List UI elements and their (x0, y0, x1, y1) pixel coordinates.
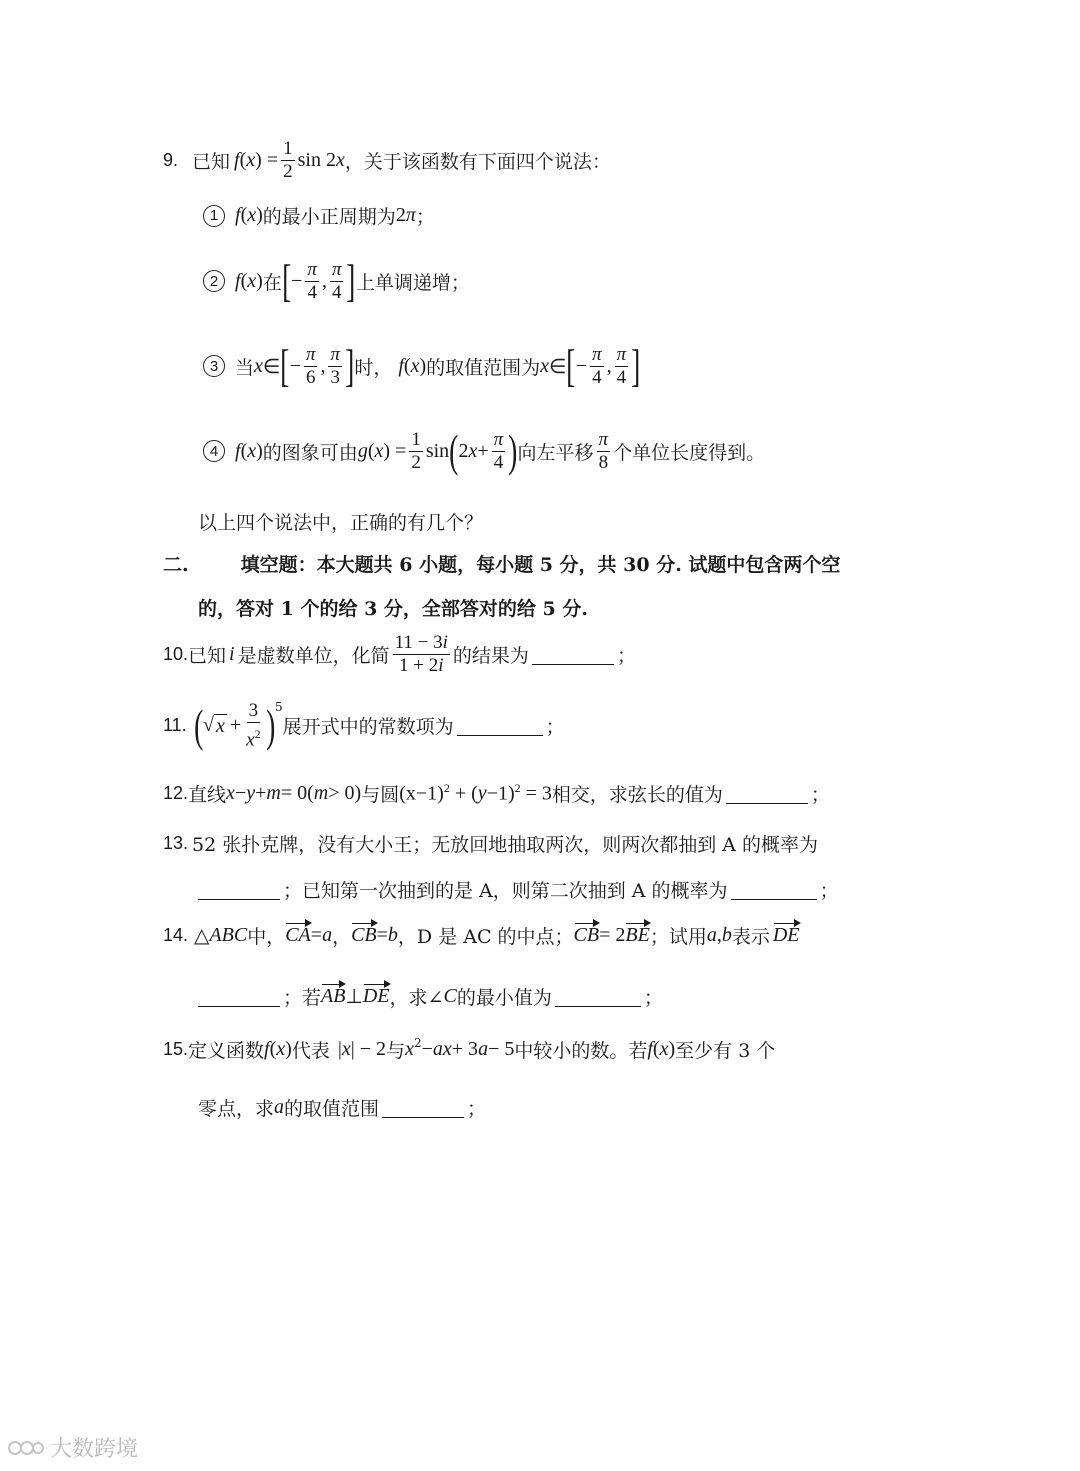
answer-blank[interactable] (555, 986, 641, 1007)
answer-blank[interactable] (532, 644, 614, 665)
q9-statement-3: 3 当 x ∈ [ − $\frac{\pi}{6}$ , $\frac{\pi}{3}$ ] 时， f ( x ) 的取值范围为 x ∈ [ − $\frac{\pi}{4}$ , $\frac{\pi}{4}$ ] (203, 343, 640, 389)
section-2-heading: 二. 填空题：本大题共 6 小题，每小题 5 分，共 30 分. 试题中包含两个空 (163, 554, 841, 576)
answer-blank[interactable] (731, 879, 817, 900)
circled-number-2: 2 (203, 270, 225, 292)
q12: 12. 直线 x − y + m = 0( m > 0) 与圆 $(x-1)^2$ + ( y −1)$^2$ = 3 相交，求弦长的值为 ； (163, 781, 830, 806)
section-2-note: 的，答对 1 个的给 3 分，全部答对的给 5 分. (198, 598, 588, 620)
q14-line-1: 14. △ ABC 中， CA = a ， CB = b ，D 是 AC 的中点； CB = 2 BE ；试用 a , b 表示 DE (163, 924, 800, 948)
answer-blank[interactable] (457, 715, 543, 736)
q9-statement-1: 1 f ( x ) 的最小正周期为 2 π ； (203, 202, 435, 229)
fraction-half: $\frac{1}{2}$ (283, 138, 293, 182)
q9-number: 9. (163, 150, 179, 170)
circled-number-1: 1 (203, 205, 225, 227)
q9-statement-4: 4 f ( x ) 的图象可由 g ( x ) = $\frac{1}{2}$ sin ( 2 x + $\frac{\pi}{4}$ ) 向左平移 $\frac{\pi}{8}$ 个单位长度得到。 (203, 428, 765, 474)
q10: 10. 已知 i 是虚数单位，化简 $\frac{11 - 3i}{1 + 2i}$ 的结果为 ； (163, 632, 636, 676)
circled-number-4: 4 (203, 440, 225, 462)
q14-line-2: ；若 AB ⊥ DE ，求∠ C 的最小值为 ； (198, 983, 663, 1010)
q11: 11. ( √ x + $\frac{3}{x^2}$ ) $^5$ 展开式中的常数项为 ； (163, 699, 565, 751)
answer-blank[interactable] (726, 783, 808, 804)
q9-stem: 9. 已知 f ( x ) = $\frac{1}{2}$ sin 2 x ，关于该函数有下面四个说法： (163, 138, 611, 182)
answer-blank[interactable] (382, 1097, 464, 1118)
q13-line-2: ；已知第一次抽到的是 A，则第二次抽到 A 的概率为 ； (198, 876, 839, 903)
circled-number-3: 3 (203, 355, 225, 377)
q9-question: 以上四个说法中，正确的有几个？ (198, 512, 484, 534)
q15-line-1: 15. 定义函数 f ( x ) 代表 | x | − 2 与 x $^2$ − ax + 3 a − 5 中较小的数。若 f ( x ) 至少有 3 个 (163, 1036, 776, 1062)
q15-line-2: 零点，求 a 的取值范围 ； (198, 1096, 487, 1120)
q9-statement-2: 2 f ( x ) 在 [ − $\frac{\pi}{4}$ , $\frac{\pi}{4}$ ] 上单调递增； (203, 258, 470, 304)
answer-blank[interactable] (198, 879, 280, 900)
watermark-logo-icon (8, 1437, 44, 1459)
watermark: 大数跨境 (8, 1432, 138, 1463)
answer-blank[interactable] (198, 986, 280, 1007)
q13-line-1: 13. 52 张扑克牌，没有大小王；无放回地抽取两次，则两次都抽到 A 的概率为 (163, 833, 819, 856)
